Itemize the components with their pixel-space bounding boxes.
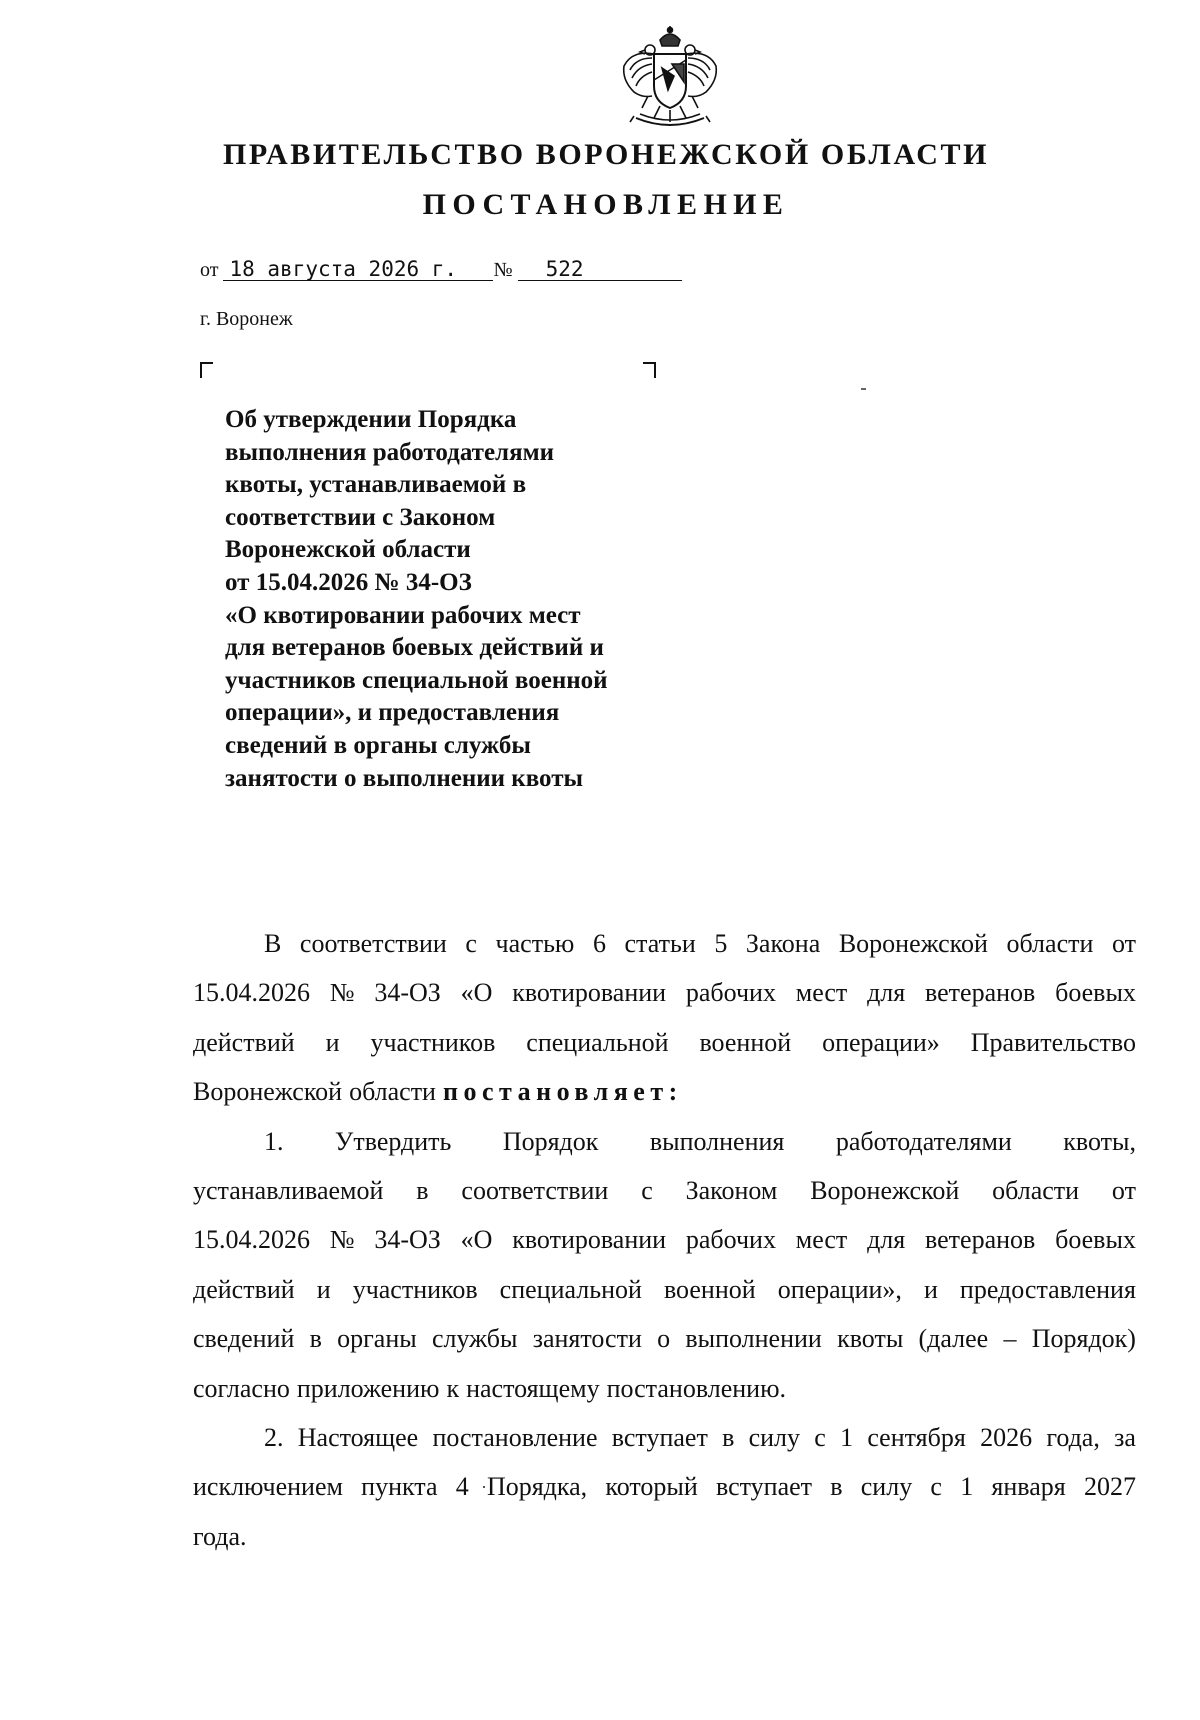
word: 5 xyxy=(714,929,728,958)
subject-line: участников специальной военной xyxy=(225,666,608,694)
subject-line: операции», и предоставления xyxy=(225,699,560,727)
word: специальной xyxy=(526,1027,669,1057)
paragraph-line xyxy=(193,1265,1136,1314)
organization-title: ПРАВИТЕЛЬСТВО ВОРОНЕЖСКОЙ ОБЛАСТИ xyxy=(222,138,990,171)
word: выполнения xyxy=(649,1126,785,1156)
subject-line: сведений в органы службы xyxy=(225,731,531,759)
word: который xyxy=(605,1472,698,1502)
date-number-line xyxy=(200,258,682,282)
word: для xyxy=(867,1225,906,1255)
word: Порядок) xyxy=(1031,1324,1136,1354)
word: о xyxy=(657,1324,671,1354)
word: устанавливаемой xyxy=(193,1175,384,1205)
word: «О xyxy=(460,978,493,1008)
word: Воронежской xyxy=(838,929,988,958)
word: Порядка, xyxy=(486,1472,588,1502)
paragraph-line xyxy=(193,1462,1136,1511)
word: 6 xyxy=(592,929,606,958)
word: В xyxy=(264,929,282,958)
word: 34-ОЗ xyxy=(374,978,441,1008)
number-prefix: № xyxy=(493,259,513,281)
word: ветеранов xyxy=(925,978,1036,1008)
word: от xyxy=(1111,929,1136,958)
word: от xyxy=(1111,1175,1136,1205)
word: Порядок xyxy=(502,1126,599,1156)
subject-corner-right xyxy=(643,362,656,378)
word: за xyxy=(1114,1422,1136,1452)
word: Настоящее xyxy=(297,1422,419,1452)
word: занятости xyxy=(532,1324,642,1354)
word: сведений xyxy=(193,1324,295,1354)
paragraph-line xyxy=(193,1166,1136,1215)
word: «О xyxy=(460,1225,493,1255)
word: военной xyxy=(663,1274,756,1304)
word: пункта xyxy=(361,1472,438,1502)
word: области xyxy=(992,1175,1080,1205)
word: 2. xyxy=(264,1422,284,1452)
word: соответствии xyxy=(299,929,447,958)
word: № xyxy=(329,978,355,1008)
word: Воронежской xyxy=(810,1175,960,1205)
word: выполнении xyxy=(685,1324,822,1354)
word: приложению xyxy=(296,1373,440,1403)
subject-line: для ветеранов боевых действий и xyxy=(225,634,604,662)
paragraph-line xyxy=(193,1215,1136,1264)
decree-word: постановляет: xyxy=(442,1077,683,1107)
subject-line: Воронежской области xyxy=(225,536,471,564)
word: Законом xyxy=(685,1175,778,1205)
word: статьи xyxy=(624,929,696,958)
word: квотировании xyxy=(512,1225,667,1255)
paragraph-line xyxy=(193,1018,1136,1067)
word: постановлению. xyxy=(606,1373,787,1403)
word: настоящему xyxy=(466,1373,600,1403)
paragraph-line xyxy=(193,1413,1136,1462)
word: 1 xyxy=(840,1422,854,1452)
word: постановление xyxy=(432,1422,598,1452)
word: квоты, xyxy=(1063,1126,1136,1156)
word: участников xyxy=(370,1027,496,1057)
word: и xyxy=(325,1027,340,1057)
paragraph-line xyxy=(193,968,1136,1017)
word: года. xyxy=(193,1521,247,1551)
word: операции» xyxy=(822,1027,940,1057)
paragraph-line xyxy=(193,1067,1136,1116)
word: Правительство xyxy=(970,1027,1136,1057)
word: области xyxy=(349,1077,436,1107)
word: квотировании xyxy=(512,978,667,1008)
word: 1 xyxy=(960,1472,974,1502)
city-label: г. Воронеж xyxy=(200,308,293,330)
word: действий xyxy=(193,1274,295,1304)
word: силу xyxy=(860,1472,913,1502)
body-text xyxy=(193,919,1136,1561)
word: – xyxy=(1003,1324,1017,1354)
word: 15.04.2026 xyxy=(193,978,310,1008)
date-field: 18 августа 2026 г. xyxy=(223,258,493,281)
subject-line: занятости о выполнении квоты xyxy=(225,764,583,792)
word: января xyxy=(991,1472,1066,1502)
paragraph-line xyxy=(193,919,1136,968)
word: рабочих xyxy=(685,1225,776,1255)
word: специальной xyxy=(499,1274,642,1304)
word: 1. xyxy=(264,1126,284,1156)
word: соответствии xyxy=(461,1175,609,1205)
paragraph-line xyxy=(193,1512,1136,1561)
word: предоставления xyxy=(959,1274,1136,1304)
word: органы xyxy=(337,1324,417,1354)
word: области xyxy=(1006,929,1094,958)
word: и xyxy=(923,1274,938,1304)
word: военной xyxy=(699,1027,792,1057)
word: 34-ОЗ xyxy=(374,1225,441,1255)
word: вступает xyxy=(611,1422,708,1452)
word: в xyxy=(416,1175,429,1205)
paragraph-line xyxy=(193,1314,1136,1363)
word: силу xyxy=(748,1422,801,1452)
word: с xyxy=(641,1175,653,1205)
number-field: 522 xyxy=(518,258,682,281)
word: участников xyxy=(352,1274,478,1304)
word: и xyxy=(316,1274,331,1304)
scan-speck xyxy=(861,388,866,390)
word: работодателями xyxy=(835,1126,1012,1156)
word: Воронежской xyxy=(193,1077,343,1107)
subject-corner-left xyxy=(200,362,213,378)
subject-line: «О квотировании рабочих мест xyxy=(225,601,581,629)
document-type-heading: ПОСТАНОВЛЕНИЕ xyxy=(422,188,790,221)
subject-block xyxy=(225,404,685,795)
subject-line: Об утверждении Порядка xyxy=(225,406,517,433)
word: № xyxy=(329,1225,355,1255)
word: 2027 xyxy=(1083,1472,1136,1502)
word: Утвердить xyxy=(334,1126,452,1156)
word: в xyxy=(830,1472,843,1502)
word: боевых xyxy=(1055,1225,1136,1255)
date-prefix: от xyxy=(200,259,219,281)
word: сентября xyxy=(867,1422,966,1452)
word: исключением xyxy=(193,1472,343,1502)
word: действий xyxy=(193,1027,295,1057)
word: мест xyxy=(795,978,848,1008)
word: в xyxy=(722,1422,735,1452)
subject-line: соответствии с Законом xyxy=(225,503,496,531)
word: 15.04.2026 xyxy=(193,1225,310,1255)
word: вступает xyxy=(716,1472,813,1502)
subject-line: от 15.04.2026 № 34-ОЗ xyxy=(225,568,472,596)
word: службы xyxy=(431,1324,518,1354)
subject-line: квоты, устанавливаемой в xyxy=(225,471,527,499)
word: (далее xyxy=(918,1324,989,1354)
word: с xyxy=(930,1472,942,1502)
word: года, xyxy=(1046,1422,1100,1452)
word: операции», xyxy=(777,1274,902,1304)
paragraph-line xyxy=(193,1117,1136,1166)
word: боевых xyxy=(1055,978,1136,1008)
word: для xyxy=(867,978,906,1008)
word: с xyxy=(465,929,477,958)
word: квоты xyxy=(837,1324,904,1354)
word: частью xyxy=(495,929,575,958)
word: Закона xyxy=(745,929,821,958)
word: согласно xyxy=(193,1373,290,1403)
word: 4 xyxy=(455,1472,469,1502)
word: рабочих xyxy=(685,978,776,1008)
word: с xyxy=(814,1422,826,1452)
word: ветеранов xyxy=(925,1225,1036,1255)
word: к xyxy=(446,1373,460,1403)
word: мест xyxy=(795,1225,848,1255)
subject-line: выполнения работодателями xyxy=(225,438,555,466)
word: 2026 xyxy=(980,1422,1033,1452)
paragraph-line xyxy=(193,1364,1136,1413)
word: в xyxy=(309,1324,322,1354)
coat-of-arms-emblem xyxy=(614,24,726,132)
